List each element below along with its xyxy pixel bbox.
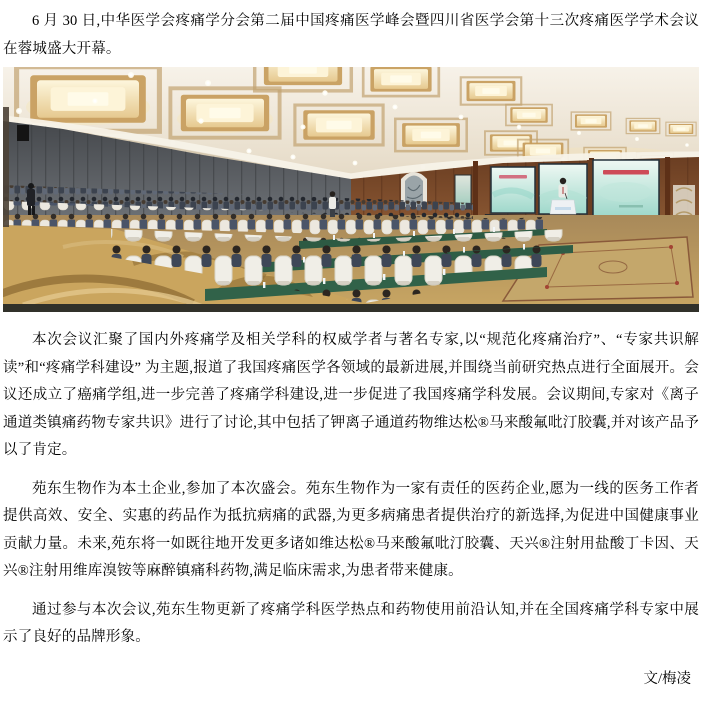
screen-center-speaker-feed — [539, 164, 587, 214]
screen-red-title-text — [603, 170, 649, 175]
screen-left — [491, 167, 535, 213]
standing-attendee — [329, 191, 336, 217]
photo-bottom-shadow — [3, 304, 699, 312]
wall-speaker — [17, 125, 29, 141]
paragraph-intro: 6 月 30 日,中华医学会疼痛学分会第二届中国疼痛医学峰会暨四川省医学会第十三次疼痛医学学术会议在蓉城盛大开幕。 — [3, 13, 699, 57]
screen-right-title — [593, 160, 659, 216]
paragraph-closing: 通过参与本次会议,苑东生物更新了疼痛学科医学热点和药物使用前沿认知,并在全国疼痛学科专家中展示了良好的品牌形象。 — [3, 601, 699, 645]
paragraph-summary: 本次会议汇聚了国内外疼痛学及相关学科的权威学者与著名专家,以“规范化疼痛治疗”、“专家共识解读”和“疼痛学科建设” 为主题,报道了我国疼痛医学各领域的最新进展,并围绕当前研究热点进行全面展开。会议还成立了癌痛学组,进一步完善了疼痛学科建设,进一步促进了我国疼痛学科发展。会议期间,专家对《离子通道类镇痛药物专家共识》进行了讨论,其中包括了钾离子通道药物维达松®马来酸氟吡汀胶囊,并对该产品予以了肯定。 — [3, 332, 699, 458]
byline: 文/梅凌 — [643, 670, 691, 687]
speaker-head — [560, 178, 566, 184]
conference-hall-photo — [3, 67, 699, 312]
paragraph-company: 苑东生物作为本土企业,参加了本次盛会。苑东生物作为一家有责任的医药企业,愿为一线的医务工作者提供高效、安全、实惠的药品作为抵抗病痛的武器,为更多病痛患者提供治疗的新选择,为促进中国健康事业贡献力量。未来,苑东将一如既往地开发更多诸如维达松®马来酸氟吡汀胶囊、天兴®注射用盐酸丁卡因、天兴®注射用维库溴铵等麻醉镇痛科药物,满足临床需求,为患者带来健康。 — [3, 480, 699, 579]
left-wall-edge — [3, 107, 9, 227]
conference-hall-illustration — [3, 67, 699, 312]
